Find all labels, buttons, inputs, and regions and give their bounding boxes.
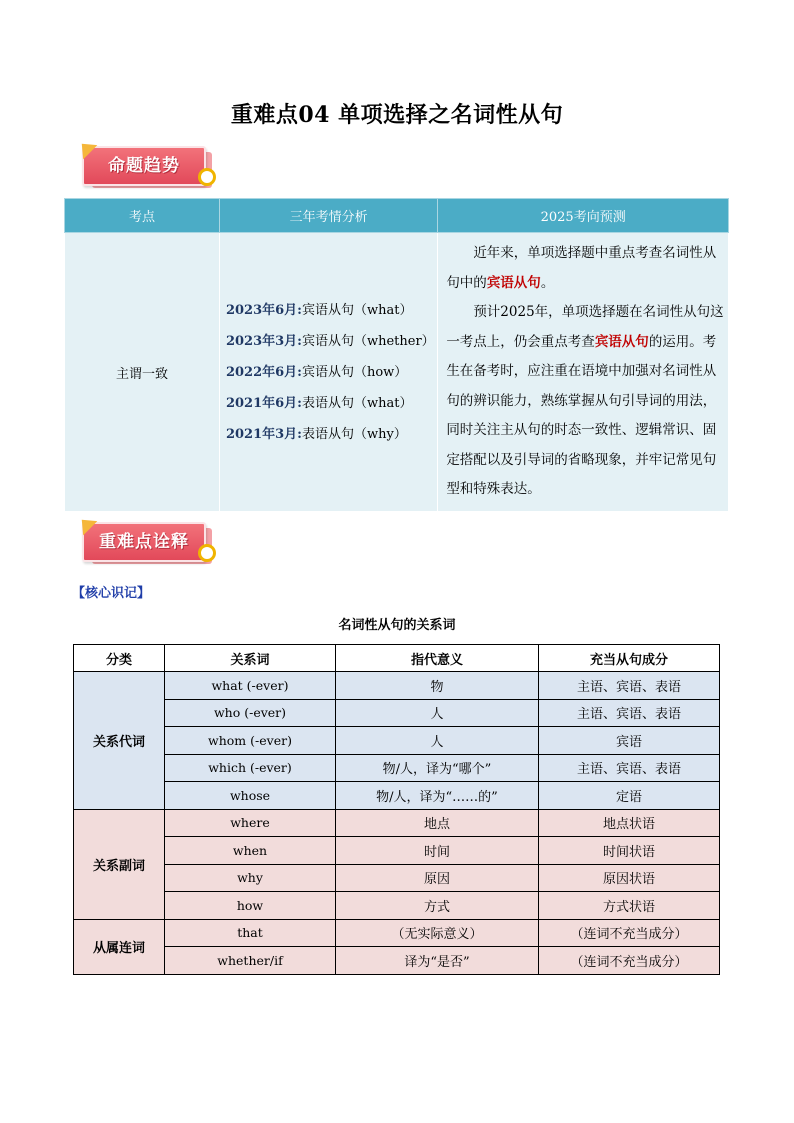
section-banner-key-points — [80, 522, 220, 578]
table-row: which (-ever) 物/人，译为“哪个” 主语、宾语、表语 — [74, 754, 720, 782]
table-row: why 原因 原因状语 — [74, 864, 720, 892]
core-label: 【核心识记】 — [72, 586, 151, 601]
section-banner-label: 命题趋势 — [82, 146, 206, 186]
analysis-table — [64, 198, 729, 512]
header-word: 关系词 — [165, 645, 336, 672]
forecast-paragraph-2: 预计2025年，单项选择题在名词性从句这一考点上，仍会重点考查宾语从句的运用。考生在备考时，应注重在语境中加强对名词性从句的辨识能力，熟练掌握从句引导词的用法，同时关注主从句的时态一致性、逻辑常识、固定搭配以及引导词的省略现象，并牢记常见句型和特殊表达。 — [446, 304, 724, 498]
table-row: when 时间 时间状语 — [74, 837, 720, 865]
table-row: 从属连词 that （无实际意义） （连词不充当成分） — [74, 919, 720, 947]
header-function: 充当从句成分 — [539, 645, 720, 672]
table-row: who (-ever) 人 主语、宾语、表语 — [74, 699, 720, 727]
forecast-paragraph-1: 近年来，单项选择题中重点考查名词性从句中的宾语从句。 — [446, 245, 717, 291]
group-label: 从属连词 — [74, 919, 165, 974]
history-line: 2023年6月:宾语从句（what） — [225, 302, 413, 318]
header-forecast: 2025考向预测 — [438, 199, 729, 233]
ring-icon — [198, 544, 216, 562]
header-meaning: 指代意义 — [336, 645, 539, 672]
section-banner-label: 重难点诠释 — [82, 522, 206, 562]
forecast-cell — [438, 233, 729, 512]
history-line: 2021年3月:表语从句（why） — [225, 426, 407, 442]
topic-cell: 主谓一致 — [65, 233, 220, 512]
page-title: 重难点04 单项选择之名词性从句 — [230, 102, 564, 128]
group-label: 关系副词 — [74, 809, 165, 919]
header-topic: 考点 — [65, 199, 220, 233]
table-row: whose 物/人，译为“……的” 定语 — [74, 782, 720, 810]
table-row: 关系副词 where 地点 地点状语 — [74, 809, 720, 837]
table-row: how 方式 方式状语 — [74, 892, 720, 920]
history-line: 2021年6月:表语从句（what） — [225, 395, 413, 411]
table-row: whether/if 译为“是否” （连词不充当成分） — [74, 947, 720, 975]
history-line: 2022年6月:宾语从句（how） — [225, 364, 408, 380]
history-line: 2023年3月:宾语从句（whether） — [225, 333, 435, 349]
table-title: 名词性从句的关系词 — [338, 618, 456, 633]
header-category: 分类 — [74, 645, 165, 672]
history-cell — [219, 233, 437, 512]
ring-icon — [198, 168, 216, 186]
group-label: 关系代词 — [74, 672, 165, 810]
header-history: 三年考情分析 — [219, 199, 437, 233]
section-banner-trend — [80, 146, 220, 202]
table-row: 关系代词 what (-ever) 物 主语、宾语、表语 — [74, 672, 720, 700]
relation-table — [73, 644, 720, 975]
table-row: whom (-ever) 人 宾语 — [74, 727, 720, 755]
